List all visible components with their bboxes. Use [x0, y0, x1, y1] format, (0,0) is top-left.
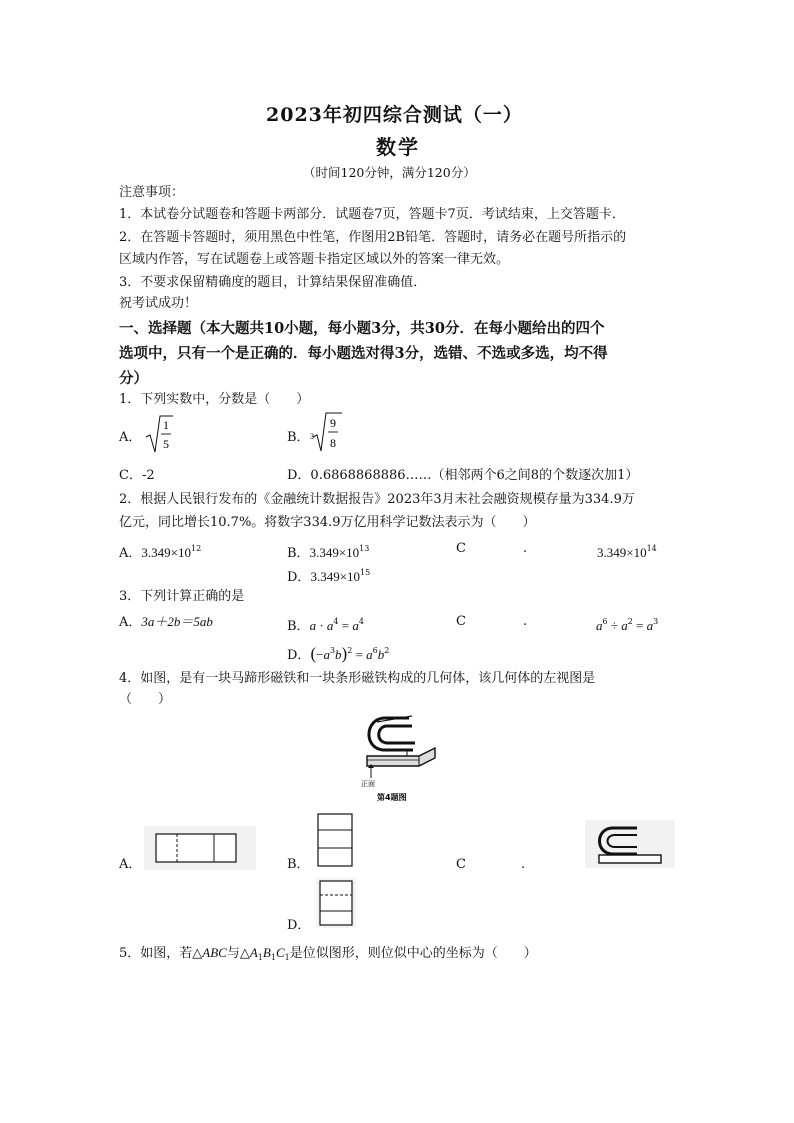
exam-title: 2023年初四综合测试（一）: [266, 104, 523, 126]
q3-option-c: $a^6 \div a^2 = a^3$: [596, 617, 659, 633]
q2-option-b-base: 3.349×10: [309, 545, 360, 560]
section-1-heading-line-1: 一、选择题（本大题共10小题，每小题3分，共30分．在每小题给出的四个: [119, 320, 605, 337]
q3-option-a-expression: 3a＋2b＝5ab: [141, 614, 213, 629]
q1-option-a-denominator: 5: [163, 437, 169, 451]
exam-info: （时间120分钟，满分120分）: [303, 165, 476, 180]
q3-option-d: D．$(-a^3b)^2 = a^6b^2$: [287, 644, 390, 663]
q4-figure-caption: 第4题图: [377, 793, 407, 802]
q4-figure-magnets: [357, 712, 437, 804]
q2-option-b: [287, 539, 369, 563]
q4-option-c-label: C: [456, 857, 466, 872]
q2-option-a: [119, 539, 201, 563]
note-item-1: 1．本试卷分试题卷和答题卡两部分．试题卷7页，答题卡7页．考试结束，上交答题卡．: [119, 207, 625, 222]
q3-option-c-dot: .: [523, 614, 528, 629]
q2-option-c-exponent: 14: [646, 544, 657, 553]
q4-option-d-label: D．: [287, 918, 311, 933]
section-1-heading-line-2: 选项中，只有一个是正确的．每小题选对得3分，选错、不选或多选，均不得: [119, 345, 608, 362]
q2-option-c-base: 3.349×10: [597, 545, 647, 560]
q4-option-b-label: B．: [287, 857, 310, 872]
q4-option-a-label: A．: [119, 857, 142, 872]
q4-option-a-figure: [144, 826, 256, 870]
q2-stem-line-2: 亿元，同比增长10.7%。将数字334.9万亿用科学记数法表示为（ ）: [119, 515, 536, 530]
q1-option-c: C．-2: [119, 468, 155, 483]
note-item-2-line-1: 2．在答题卡答题时，须用黑色中性笔，作图用2B铅笔．答题时，请务必在题号所指示的: [119, 230, 627, 245]
q4-option-b-figure: [316, 812, 354, 868]
q1-option-a-sqrt: [144, 413, 174, 455]
exam-wish: 祝考试成功！: [119, 296, 198, 311]
q1-stem: 1．下列实数中，分数是（ ）: [119, 392, 310, 407]
q2-option-c: [597, 539, 657, 563]
q3-option-b-label: B．: [287, 619, 310, 634]
q4-front-label: 正面: [361, 780, 375, 788]
q3-option-a-label: A．: [119, 615, 142, 630]
q1-option-b-label: B．: [287, 430, 310, 445]
q1-option-b-denominator: 8: [330, 436, 336, 450]
q5-stem-prefix: 5．如图，若△: [119, 946, 203, 961]
q2-option-d-base: 3.349×10: [310, 569, 361, 584]
q2-stem-line-1: 2．根据人民银行发布的《金融统计数据报告》2023年3月末社会融资规模存量为334.9万: [119, 492, 635, 507]
q4-stem-line-2: （ ）: [119, 692, 172, 707]
q3-stem: 3．下列计算正确的是: [119, 589, 245, 604]
q1-option-b-root-index: 3: [310, 432, 314, 441]
q5-stem-mid: 与△: [226, 946, 250, 961]
q5-stem-suffix: 是位似图形，则位似中心的坐标为（ ）: [289, 946, 537, 961]
note-item-2-line-2: 区域内作答，写在试题卷上或答题卡指定区域以外的答案一律无效。: [119, 252, 510, 267]
q2-option-d-label: D．: [287, 570, 311, 585]
q3-option-c-label: C: [456, 614, 466, 629]
q1-option-b-numerator: 9: [330, 416, 336, 430]
q3-option-a: [119, 612, 213, 632]
q1-option-b-cube-root: [308, 410, 344, 454]
q4-option-c-figure: [585, 820, 675, 868]
note-item-3: 3．不要求保留精确度的题目，计算结果保留准确值．: [119, 275, 427, 290]
section-1-heading-line-3: 分）: [119, 370, 148, 387]
subject-title: 数学: [376, 135, 420, 159]
q1-option-a-numerator: 1: [163, 418, 169, 432]
q3-option-b: B．$a \cdot a^4 = a^4$: [287, 617, 364, 634]
q2-option-d: [287, 563, 370, 587]
q2-option-a-exponent: 12: [190, 544, 202, 553]
q4-option-d-figure: [316, 878, 356, 928]
notes-heading: 注意事项：: [119, 185, 185, 200]
q2-option-b-exponent: 13: [359, 544, 370, 553]
q2-option-a-base: 3.349×10: [141, 545, 191, 560]
q4-stem-line-1: 4．如图，是有一块马蹄形磁铁和一块条形磁铁构成的几何体，该几何体的左视图是: [119, 671, 596, 686]
q2-option-c-dot: .: [523, 541, 528, 556]
q3-option-d-label: D．: [287, 648, 311, 663]
q5-stem: 5．如图，若△ABC与$\triangle A_1B_1C_1$是位似图形，则位似中心的坐标为（ ）: [119, 945, 537, 962]
q5-triangle-1: ABC: [202, 945, 227, 960]
q2-option-a-label: A．: [119, 546, 142, 561]
q4-option-c-dot: .: [521, 857, 526, 872]
q2-option-c-label: C: [456, 541, 466, 556]
q2-option-b-label: B．: [287, 546, 310, 561]
q1-option-a-label: A．: [119, 430, 142, 445]
q2-option-d-exponent: 15: [360, 568, 371, 577]
q1-option-d: D．0.6868868886……（相邻两个6之间8的个数逐次加1）: [287, 468, 639, 483]
